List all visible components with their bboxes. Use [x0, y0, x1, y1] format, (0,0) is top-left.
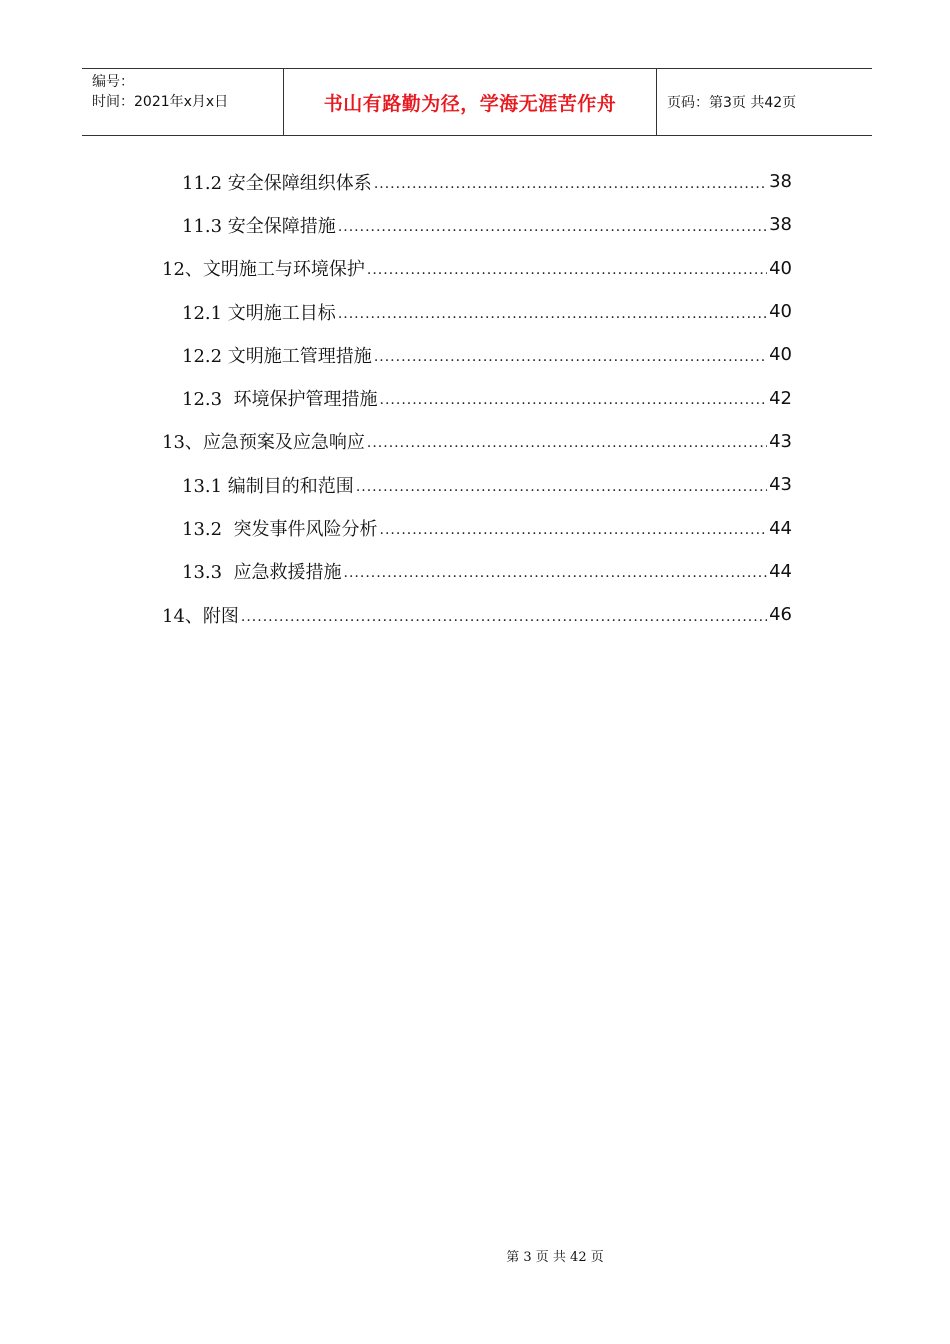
toc-entry[interactable]	[162, 290, 792, 333]
toc-dot-leader	[380, 392, 768, 408]
toc-entry-page-number: 38	[769, 214, 792, 236]
toc-entry[interactable]	[162, 593, 792, 636]
toc-entry-title: 12、文明施工与环境保护	[162, 259, 365, 281]
toc-entry[interactable]	[162, 160, 792, 203]
toc-entry[interactable]	[162, 376, 792, 419]
page-header	[82, 68, 872, 136]
toc-entry-page-number: 40	[769, 301, 792, 323]
toc-dot-leader	[338, 219, 767, 235]
footer-page-number: 第 3 页 共 42 页	[506, 1250, 604, 1265]
toc-entry-title: 12.3 环境保护管理措施	[182, 389, 378, 411]
toc-dot-leader	[380, 522, 768, 538]
toc-entry[interactable]	[162, 203, 792, 246]
header-motto-cell	[284, 69, 657, 135]
toc-dot-leader	[367, 262, 767, 278]
toc-entry-title: 13.3 应急救援措施	[182, 562, 342, 584]
header-page-info: 页码：第3页 共42页	[667, 95, 797, 111]
toc-entry-page-number: 40	[769, 257, 792, 279]
toc-entry-title: 13.2 突发事件风险分析	[182, 519, 378, 541]
toc-entry-title: 13.1 编制目的和范围	[182, 475, 354, 497]
toc-entry-title: 12.2 文明施工管理措施	[182, 345, 372, 367]
toc-dot-leader	[338, 306, 767, 322]
toc-dot-leader	[374, 176, 767, 192]
toc-entry-title: 13、应急预案及应急响应	[162, 432, 365, 454]
toc-entry[interactable]	[162, 506, 792, 549]
toc-entry-title: 11.3 安全保障措施	[182, 215, 336, 237]
toc-entry-page-number: 44	[769, 517, 792, 539]
toc-dot-leader	[367, 435, 767, 451]
toc-entry-page-number: 44	[769, 560, 792, 582]
toc-entry-title: 12.1 文明施工目标	[182, 302, 336, 324]
toc-entry[interactable]	[162, 420, 792, 463]
page-footer	[0, 1246, 950, 1265]
header-motto: 书山有路勤为径，学海无涯苦作舟	[323, 92, 617, 115]
toc-entry-title: 11.2 安全保障组织体系	[182, 172, 372, 194]
toc-dot-leader	[374, 349, 767, 365]
toc-entry-page-number: 42	[769, 387, 792, 409]
table-of-contents	[162, 160, 792, 636]
toc-dot-leader	[344, 565, 768, 581]
header-meta-cell	[82, 69, 284, 135]
toc-entry-page-number: 43	[769, 430, 792, 452]
toc-entry[interactable]	[162, 463, 792, 506]
toc-entry-page-number: 38	[769, 171, 792, 193]
toc-entry-page-number: 40	[769, 344, 792, 366]
toc-dot-leader	[241, 609, 767, 625]
toc-entry[interactable]	[162, 333, 792, 376]
toc-entry[interactable]	[162, 247, 792, 290]
toc-entry-page-number: 43	[769, 474, 792, 496]
toc-entry-title: 14、附图	[162, 605, 239, 627]
toc-entry[interactable]	[162, 550, 792, 593]
document-number-label: 编号：	[92, 74, 134, 90]
toc-entry-page-number: 46	[769, 604, 792, 626]
header-page-cell	[657, 69, 872, 135]
toc-dot-leader	[356, 479, 767, 495]
document-date: 时间：2021年x月x日	[92, 94, 229, 110]
